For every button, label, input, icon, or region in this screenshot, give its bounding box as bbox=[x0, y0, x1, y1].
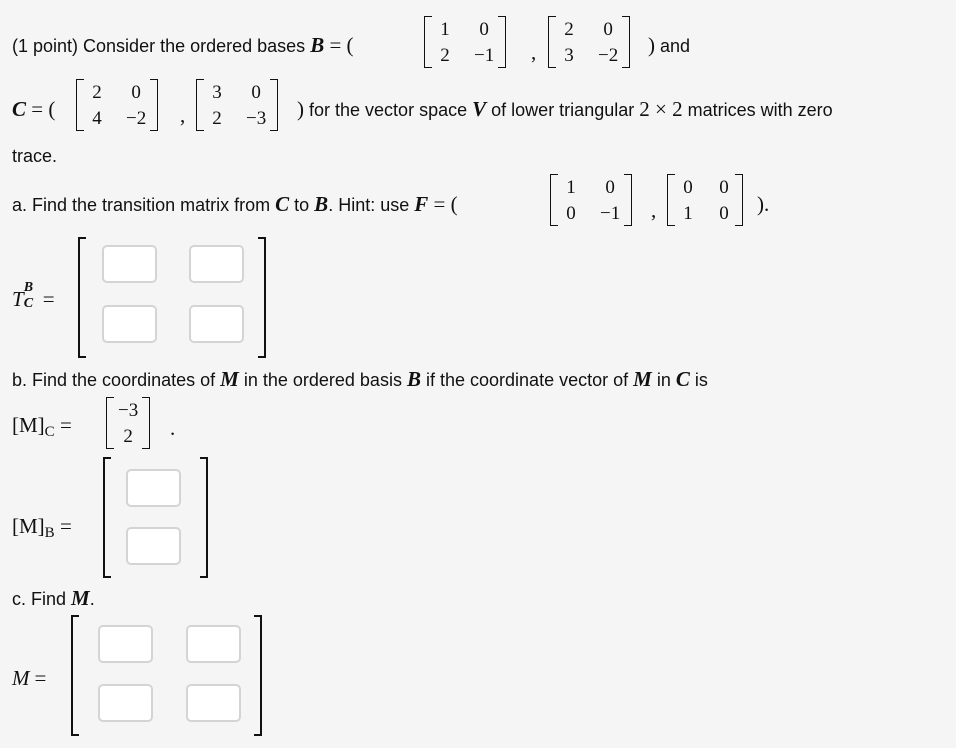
intro-text: (1 point) Consider the ordered bases bbox=[12, 36, 306, 56]
vector-space-description: ) for the vector space V of lower triangular 2 × 2 matrices with zero bbox=[297, 97, 833, 121]
trace-text: trace. bbox=[12, 146, 58, 166]
comma: , bbox=[531, 40, 537, 64]
comma: , bbox=[180, 103, 186, 127]
period: . bbox=[170, 416, 176, 440]
transition-entry-12[interactable] bbox=[189, 245, 244, 283]
mb-entry-1[interactable] bbox=[126, 469, 181, 507]
m-entry-11[interactable] bbox=[98, 625, 153, 663]
and-text-group: ) and bbox=[648, 33, 691, 57]
matrix-right-bracket bbox=[258, 237, 266, 358]
m-left-bracket bbox=[71, 615, 79, 736]
mb-label: [M]B = bbox=[12, 514, 72, 541]
equals-paren: = ( bbox=[324, 33, 354, 57]
m-entry-12[interactable] bbox=[186, 625, 241, 663]
problem-intro-line bbox=[12, 33, 354, 58]
vector-space-v-symbol: V bbox=[472, 97, 487, 121]
mb-entry-2[interactable] bbox=[126, 527, 181, 565]
vector-right-bracket bbox=[200, 457, 208, 578]
transition-entry-21[interactable] bbox=[102, 305, 157, 343]
m-label: M = bbox=[12, 666, 47, 690]
f-matrix-2: 0 0 1 0 bbox=[667, 174, 743, 226]
m-entry-22[interactable] bbox=[186, 684, 241, 722]
c-matrix-1: 2 0 4 −2 bbox=[76, 79, 158, 131]
close-paren: ). bbox=[757, 192, 770, 216]
and-text: and bbox=[660, 36, 691, 56]
transition-matrix-label: T B C = bbox=[12, 280, 55, 311]
b-matrix-2: 2 0 3 −2 bbox=[548, 16, 630, 68]
matrix-left-bracket bbox=[78, 237, 86, 358]
c-matrix-2: 3 0 2 −3 bbox=[196, 79, 278, 131]
part-a-prompt: a. Find the transition matrix from C to B. Hint: use F = ( bbox=[12, 192, 458, 216]
b-matrix-1: 1 0 2 −1 bbox=[424, 16, 506, 68]
part-b-prompt: b. Find the coordinates of M in the ordered basis B if the coordinate vector of M in C is bbox=[12, 367, 708, 391]
comma: , bbox=[651, 198, 657, 222]
basis-c-symbol: C bbox=[12, 97, 27, 121]
mc-vector: −3 2 bbox=[106, 397, 150, 449]
basis-b-symbol: B bbox=[310, 33, 325, 57]
transition-entry-11[interactable] bbox=[102, 245, 157, 283]
f-matrix-1: 1 0 0 −1 bbox=[550, 174, 632, 226]
m-right-bracket bbox=[254, 615, 262, 736]
transition-entry-22[interactable] bbox=[189, 305, 244, 343]
m-entry-21[interactable] bbox=[98, 684, 153, 722]
vector-left-bracket bbox=[103, 457, 111, 578]
mc-label: [M]C = bbox=[12, 413, 72, 440]
part-c-prompt: c. Find M. bbox=[12, 586, 95, 610]
basis-c-label: C = ( bbox=[12, 97, 56, 121]
